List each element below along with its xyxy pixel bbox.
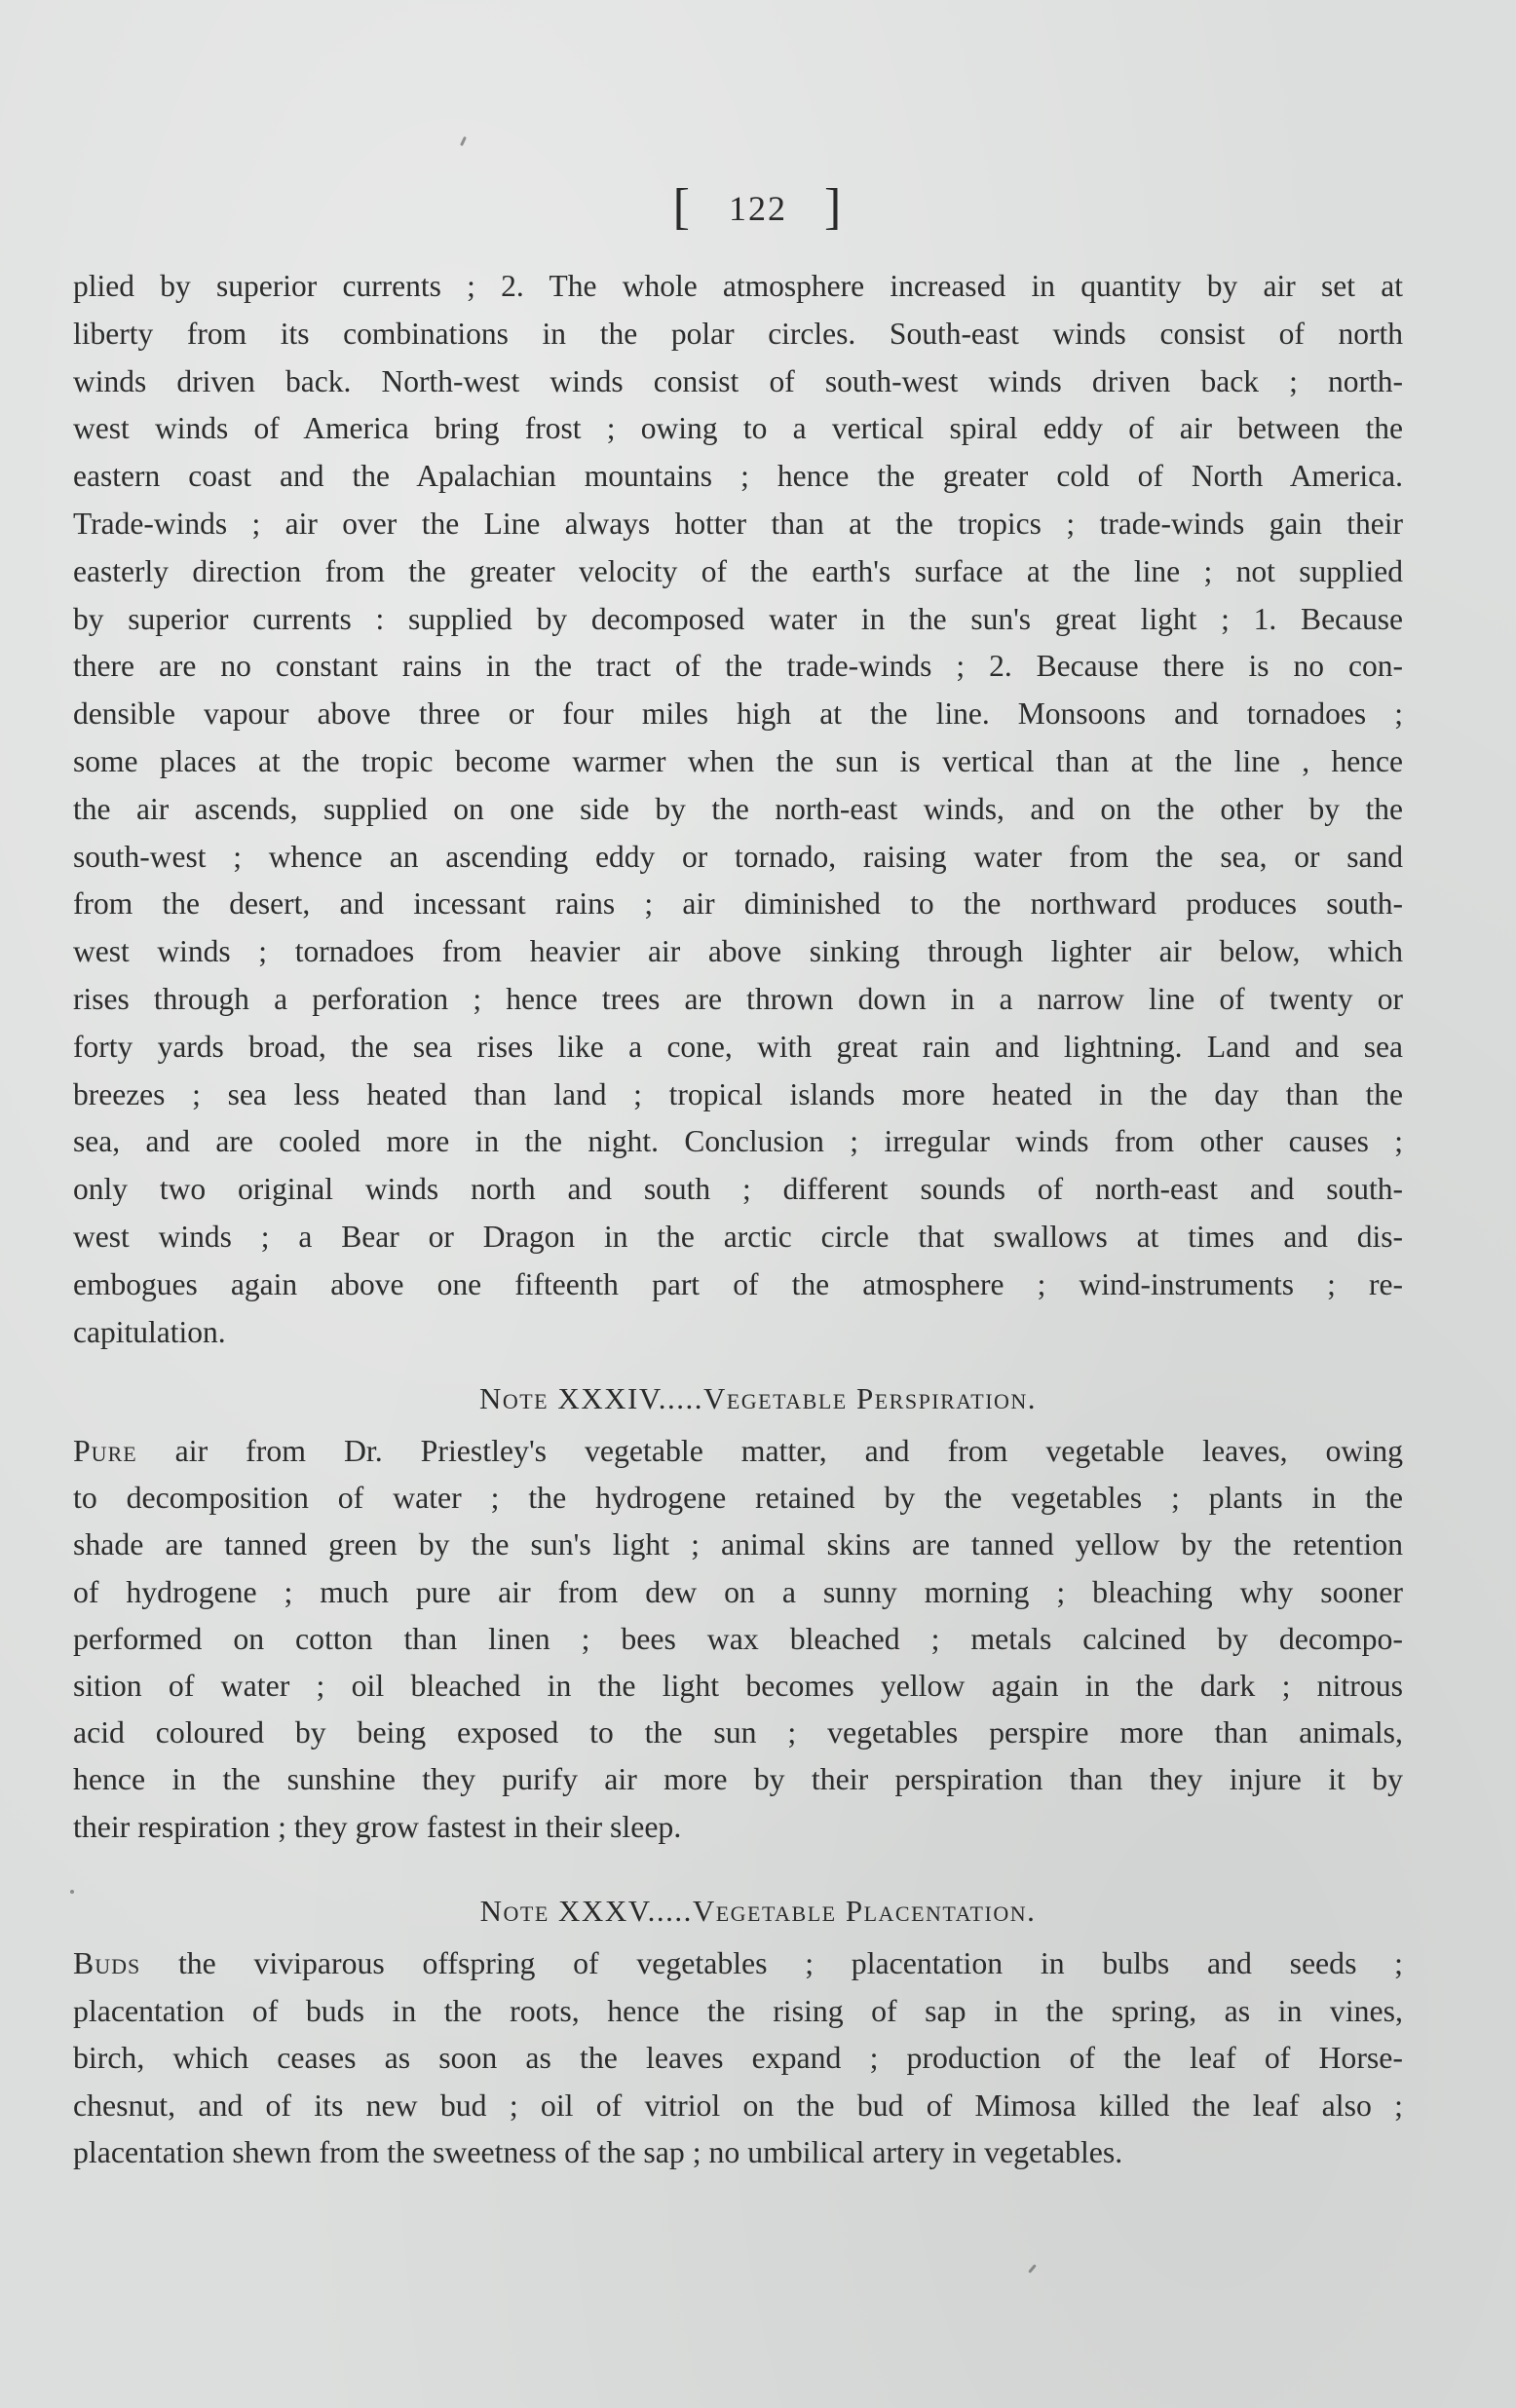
text-line: sition of water ; oil bleached in the light becomes yellow again in the dark ; nitrous: [73, 1668, 1403, 1703]
text-line: from the desert, and incessant rains ; air diminished to the northward produces south-: [73, 886, 1403, 922]
lead-word: Pure: [73, 1434, 137, 1468]
text-line: rises through a perforation ; hence trees are thrown down in a narrow line of twenty or: [73, 981, 1403, 1016]
text-line: to decomposition of water ; the hydrogene retained by the vegetables ; plants in the: [73, 1481, 1403, 1516]
page-header: [0, 178, 1516, 236]
text-line: west winds ; a Bear or Dragon in the arctic circle that swallows at times and dis-: [73, 1219, 1403, 1254]
continued-paragraph: [73, 263, 1403, 1356]
text-line: [73, 1940, 1403, 1988]
text-line: shade are tanned green by the sun's light ; animal skins are tanned yellow by the retention: [73, 1527, 1403, 1562]
paper-speck: [1028, 2264, 1037, 2274]
text-line: placentation of buds in the roots, hence the rising of sap in the spring, as in vines,: [73, 1993, 1403, 2028]
text-line: embogues again above one fifteenth part of the atmosphere ; wind-instruments ; re-: [73, 1266, 1403, 1301]
note-35-heading: Note XXXV.....Vegetable Placentation.: [479, 1894, 1037, 1928]
text-line: the air ascends, supplied on one side by the north-east winds, and on the other by the: [73, 791, 1403, 826]
text-line: of hydrogene ; much pure air from dew on a sunny morning ; bleaching why sooner: [73, 1574, 1403, 1609]
text-line: there are no constant rains in the tract of the trade-winds ; 2. Because there is no con-: [73, 649, 1403, 684]
text-line: performed on cotton than linen ; bees wax bleached ; metals calcined by decompo-: [73, 1621, 1403, 1656]
text-line: some places at the tropic become warmer when the sun is vertical than at the line , hence: [73, 743, 1403, 778]
note-35-paragraph: [73, 1940, 1403, 2177]
text-line: placentation shewn from the sweetness of the sap ; no umbilical artery in vegetables.: [73, 2135, 1123, 2170]
bracket-close: ]: [824, 179, 844, 235]
text-line: forty yards broad, the sea rises like a cone, with great rain and lightning. Land and sea: [73, 1029, 1403, 1064]
note-34-paragraph: [73, 1428, 1403, 1851]
paper-speck: [70, 1890, 74, 1894]
text-line: west winds ; tornadoes from heavier air above sinking through lighter air below, which: [73, 934, 1403, 969]
text-line: acid coloured by being exposed to the sun ; vegetables perspire more than animals,: [73, 1715, 1403, 1750]
text-line: densible vapour above three or four miles high at the line. Monsoons and tornadoes ;: [73, 696, 1403, 732]
text-line: easterly direction from the greater velocity of the earth's surface at the line ; not supplied: [73, 553, 1403, 588]
text-line: [73, 1428, 1403, 1475]
text-line: only two original winds north and south ; different sounds of north-east and south-: [73, 1172, 1403, 1207]
text-line: sea, and are cooled more in the night. Conclusion ; irregular winds from other causes ;: [73, 1124, 1403, 1159]
text-line: their respiration ; they grow fastest in their sleep.: [73, 1809, 682, 1844]
text-line: winds driven back. North-west winds consist of south-west winds driven back ; north-: [73, 363, 1403, 398]
lead-word: Buds: [73, 1946, 141, 1980]
text-line: eastern coast and the Apalachian mountains ; hence the greater cold of North America.: [73, 459, 1403, 494]
text-line: hence in the sunshine they purify air more by their perspiration than they injure it by: [73, 1762, 1403, 1797]
line-text: air from Dr. Priestley's vegetable matter, and from vegetable leaves, owing: [136, 1434, 1403, 1468]
text-line: liberty from its combinations in the polar circles. South-east winds consist of north: [73, 316, 1403, 351]
note-34-heading: Note XXXIV.....Vegetable Perspiration.: [478, 1381, 1038, 1415]
text-line: breezes ; sea less heated than land ; tropical islands more heated in the day than the: [73, 1076, 1403, 1111]
text-line: Trade-winds ; air over the Line always hotter than at the tropics ; trade-winds gain their: [73, 506, 1403, 541]
page-number: 122: [729, 189, 787, 228]
text-line: south-west ; whence an ascending eddy or tornado, raising water from the sea, or sand: [73, 839, 1403, 874]
text-line: west winds of America bring frost ; owing to a vertical spiral eddy of air between the: [73, 411, 1403, 446]
paper-speck: [460, 136, 467, 146]
text-line: chesnut, and of its new bud ; oil of vitriol on the bud of Mimosa killed the leaf also ;: [73, 2088, 1403, 2123]
text-line: by superior currents : supplied by decomposed water in the sun's great light ; 1. Because: [73, 601, 1403, 636]
text-line: capitulation.: [73, 1314, 226, 1349]
line-text: the viviparous offspring of vegetables ; placentation in bulbs and seeds ;: [140, 1946, 1403, 1980]
text-line: birch, which ceases as soon as the leaves expand ; production of the leaf of Horse-: [73, 2041, 1403, 2076]
bracket-open: [: [672, 179, 692, 235]
text-line: plied by superior currents ; 2. The whole atmosphere increased in quantity by air set at: [73, 269, 1403, 303]
